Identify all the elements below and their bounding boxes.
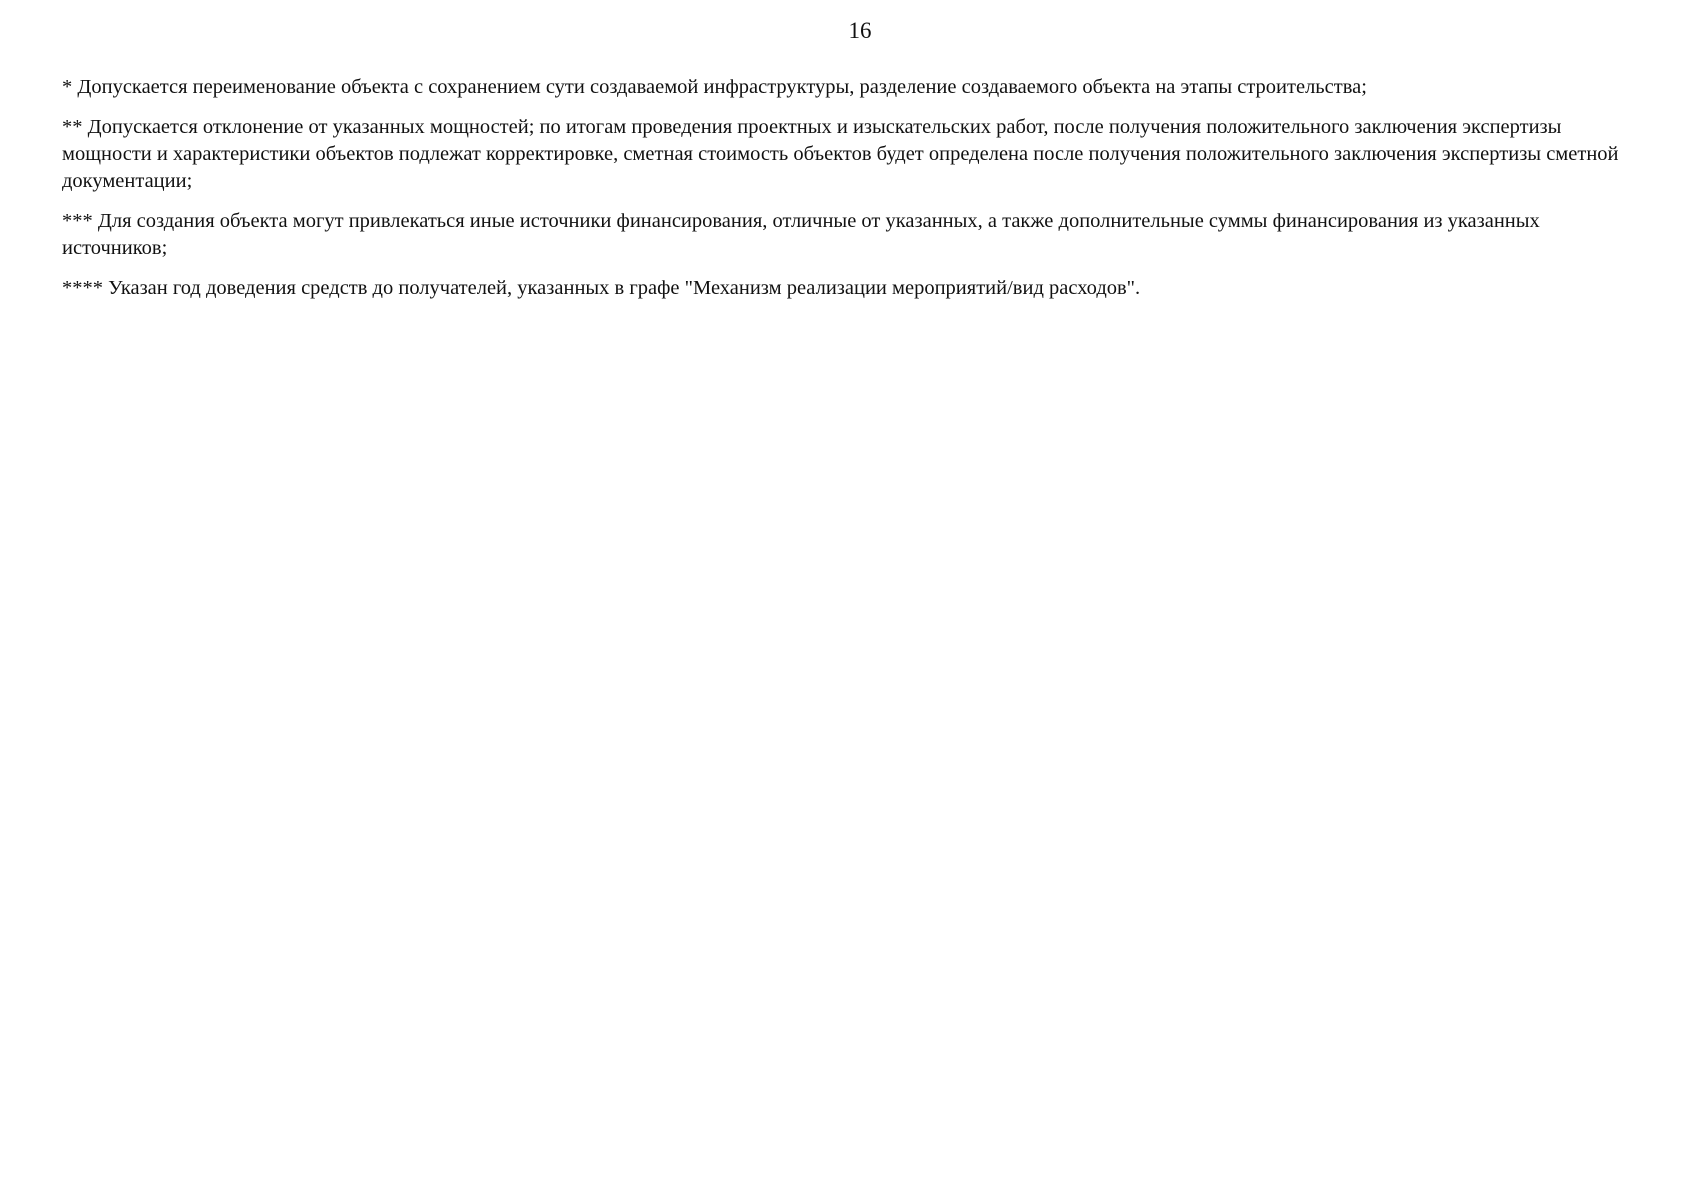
footnotes-list (62, 74, 1642, 315)
footnote-2: ** Допускается отклонение от указанных мощностей; по итогам проведения проектных и изыскательских работ, после получения положительного заключения экспертизы мощности и характеристики объектов подлежат корректировке, сметная стоимость объектов будет определена после получения положительного заключения экспертизы сметной документации; (62, 116, 1619, 192)
page-number: 16 (848, 18, 872, 43)
footnote-1: * Допускается переименование объекта с сохранением сути создаваемой инфраструктуры, разделение создаваемого объекта на этапы строительства; (62, 76, 1367, 98)
footnote-4: **** Указан год доведения средств до получателей, указанных в графе "Механизм реализации мероприятий/вид расходов". (62, 277, 1141, 299)
footnote-3: *** Для создания объекта могут привлекаться иные источники финансирования, отличные от указанных, а также дополнительные суммы финансирования из указанных источников; (62, 210, 1540, 259)
